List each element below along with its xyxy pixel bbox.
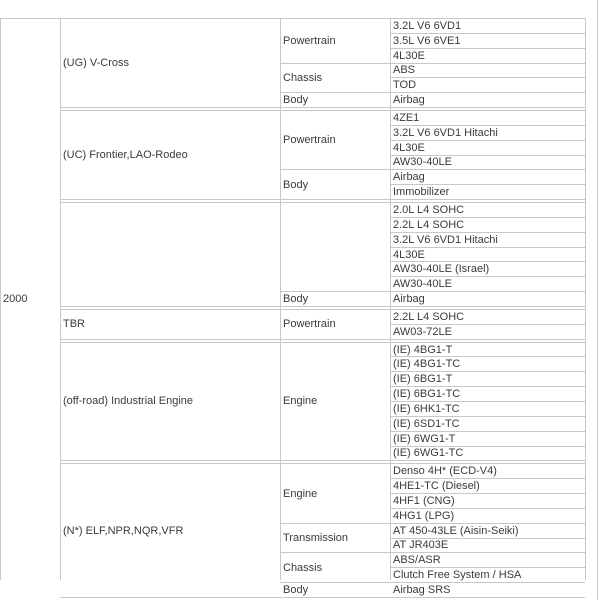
page-edge <box>597 0 598 600</box>
model-cell: (N*) ELF,NPR,NQR,VFR <box>63 524 184 537</box>
model-cell <box>61 203 279 306</box>
component-cell: (IE) 6SD1-TC <box>393 417 460 430</box>
component-cell: Airbag <box>393 94 425 107</box>
component-cell: (IE) 6WG1-TC <box>393 447 464 460</box>
component-cell: (IE) 6WG1-T <box>393 432 456 445</box>
component-cell: AT 450-43LE (Aisin-Seiki) <box>393 524 519 537</box>
system-cell: Powertrain <box>283 34 336 47</box>
system-cell: Powertrain <box>283 318 336 331</box>
group-divider <box>60 199 585 200</box>
column-line <box>280 18 281 580</box>
model-cell: (UG) V-Cross <box>63 57 129 70</box>
component-cell: AW30-40LE (Israel) <box>393 263 490 276</box>
system-cell: Chassis <box>283 71 323 84</box>
component-cell: 2.2L L4 SOHC <box>393 218 465 231</box>
component-cell: 3.5L V6 6VE1 <box>393 34 461 47</box>
component-cell: 4L30E <box>393 49 425 62</box>
component-cell: 2.2L L4 SOHC <box>393 310 465 323</box>
component-cell: Immobilizer <box>393 186 450 199</box>
system-cell: Transmission <box>283 532 348 545</box>
model-cell: (off-road) Industrial Engine <box>63 395 194 408</box>
component-cell: 3.2L V6 6VD1 <box>393 19 462 32</box>
system-cell: Engine <box>283 487 318 500</box>
component-cell: AW03-72LE <box>393 325 452 338</box>
component-cell: (IE) 4BG1-T <box>393 343 453 356</box>
component-cell: AW30-40LE <box>393 156 452 169</box>
system-cell: Powertrain <box>283 134 336 147</box>
system-cell: Body <box>283 178 309 191</box>
column-line <box>390 18 391 580</box>
component-cell: AW30-40LE <box>393 278 452 291</box>
component-cell: Airbag <box>393 293 425 306</box>
component-cell: ABS <box>393 64 416 77</box>
component-cell: (IE) 6BG1-TC <box>393 388 461 401</box>
system-cell: Body <box>283 583 309 596</box>
component-cell: 4HF1 (CNG) <box>393 494 455 507</box>
component-cell: Clutch Free System / HSA <box>393 569 522 582</box>
component-cell: AT JR403E <box>393 539 449 552</box>
component-cell: Denso 4H* (ECD-V4) <box>393 465 497 478</box>
component-cell: 3.2L V6 6VD1 Hitachi <box>393 233 498 246</box>
component-cell: 4L30E <box>393 248 425 261</box>
component-cell: 4HE1-TC (Diesel) <box>393 480 480 493</box>
component-cell: 3.2L V6 6VD1 Hitachi <box>393 126 498 139</box>
component-cell: (IE) 4BG1-TC <box>393 358 461 371</box>
system-cell: Body <box>283 293 309 306</box>
model-cell: TBR <box>63 318 85 331</box>
component-cell: (IE) 6BG1-T <box>393 373 453 386</box>
system-cell: Chassis <box>283 561 323 574</box>
year-cell: 2000 <box>3 293 28 305</box>
column-line <box>60 18 61 580</box>
component-cell: 4HG1 (LPG) <box>393 509 455 522</box>
component-cell: 4L30E <box>393 141 425 154</box>
group-divider <box>60 306 585 307</box>
system-cell <box>281 203 389 291</box>
model-cell: (UC) Frontier,LAO-Rodeo <box>63 149 188 162</box>
component-cell: ABS/ASR <box>393 554 441 567</box>
column-line <box>585 18 586 580</box>
component-cell: Airbag <box>393 171 425 184</box>
component-cell: 2.0L L4 SOHC <box>393 203 465 216</box>
component-cell: Airbag SRS <box>393 583 451 596</box>
group-divider <box>60 339 585 340</box>
system-cell: Engine <box>283 395 318 408</box>
group-divider <box>60 460 585 461</box>
component-cell: TOD <box>393 79 417 92</box>
component-cell: 4ZE1 <box>393 111 420 124</box>
component-cell: (IE) 6HK1-TC <box>393 402 460 415</box>
system-cell: Body <box>283 94 309 107</box>
group-divider <box>60 597 585 598</box>
group-divider <box>60 107 585 108</box>
